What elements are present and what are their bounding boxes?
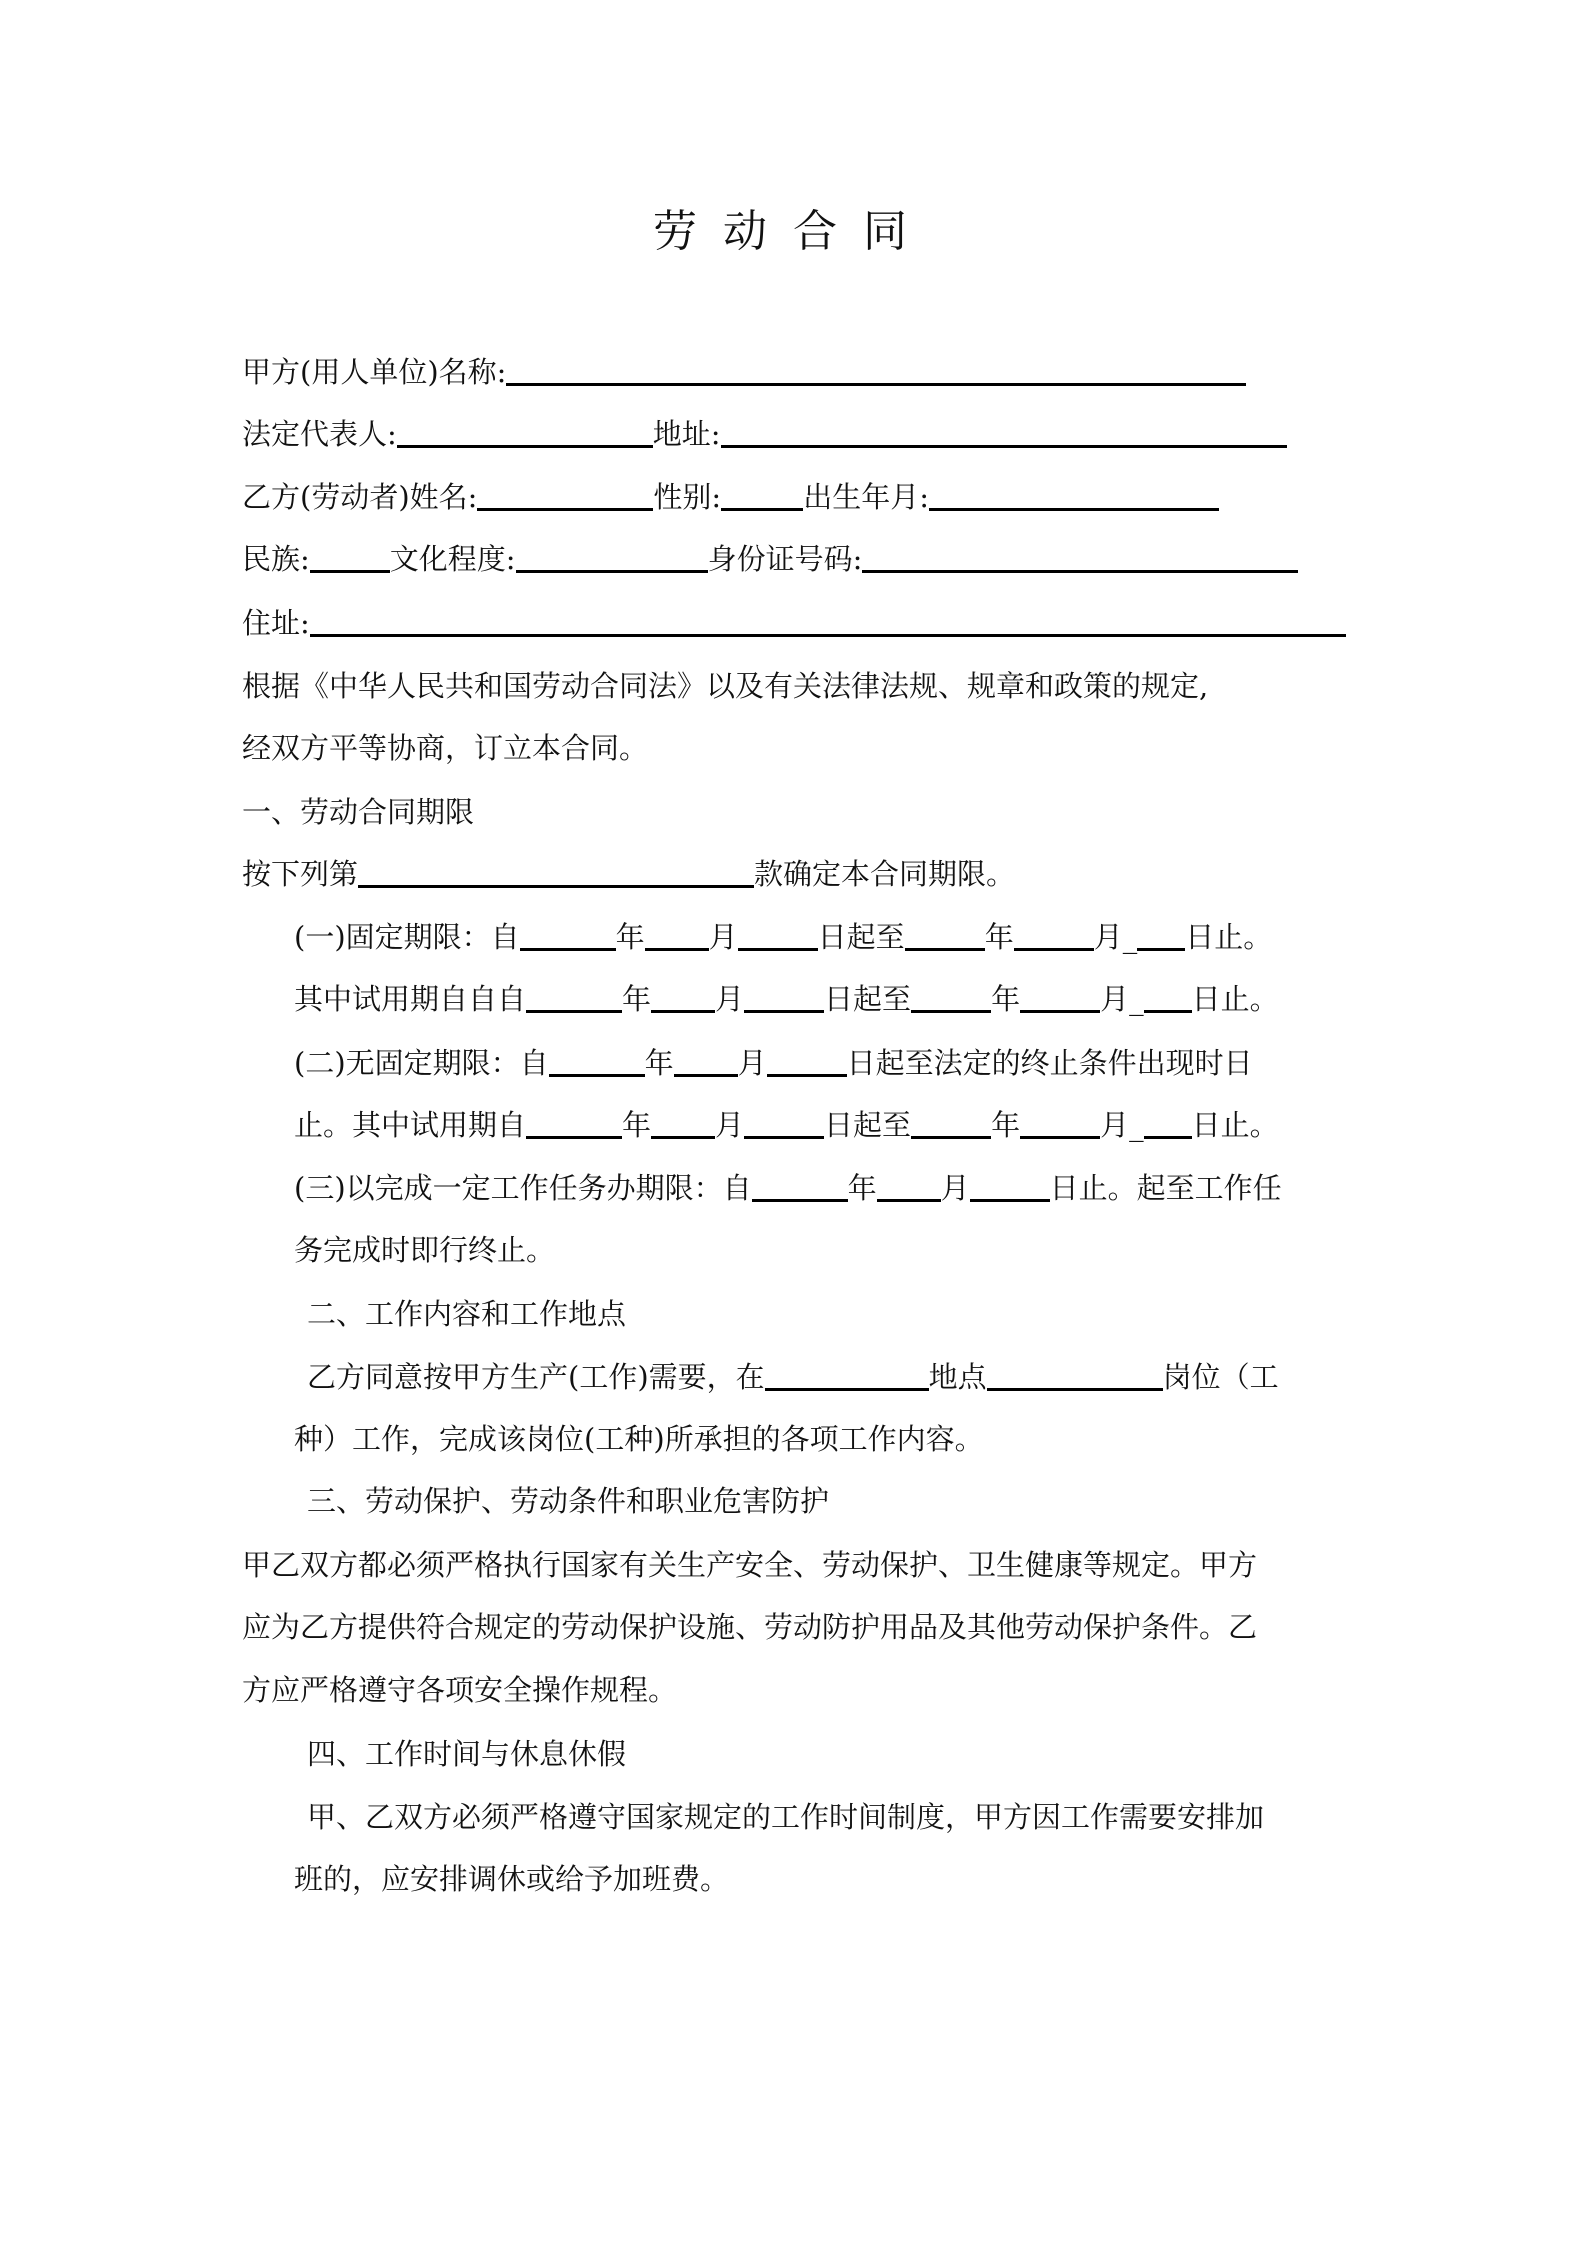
task-based-line-2: 务完成时即行终止。 xyxy=(294,1233,556,1267)
year-word: 年 xyxy=(622,982,652,1016)
open-start-day[interactable] xyxy=(767,1044,847,1077)
section-3-line: 甲乙双方都必须严格执行国家有关生产安全、劳动保护、卫生健康等规定。甲方 xyxy=(242,1548,1258,1582)
task-based-suffix: 日止。起至工作任 xyxy=(1049,1171,1282,1205)
month-word: 月 xyxy=(940,1171,970,1205)
id-number-label: 身份证号码: xyxy=(707,542,863,576)
work-location-mid: 地点 xyxy=(928,1360,987,1394)
section-1-heading: 一、劳动合同期限 xyxy=(242,795,475,829)
day-from-word: 日起至 xyxy=(824,982,912,1016)
ethnicity-label: 民族: xyxy=(242,542,310,576)
preamble-line-1: 根据《中华人民共和国劳动合同法》以及有关法律法规、规章和政策的规定, xyxy=(242,669,1209,703)
task-start-year[interactable] xyxy=(752,1169,848,1202)
work-location-prefix: 乙方同意按甲方生产(工作)需要，在 xyxy=(307,1360,765,1394)
open-start-year[interactable] xyxy=(549,1044,645,1077)
ethnicity-field[interactable] xyxy=(310,540,390,573)
month-word: 月_ xyxy=(1100,982,1144,1016)
residence-field[interactable] xyxy=(310,604,1346,637)
day-end-word: 日止。 xyxy=(1185,920,1273,954)
section-4-line: 班的，应安排调休或给予加班费。 xyxy=(294,1862,730,1896)
fixed-probation-row xyxy=(294,979,1279,1019)
fixed-term-prefix: (一)固定期限：自 xyxy=(294,920,520,954)
legal-rep-field[interactable] xyxy=(397,415,653,448)
open-probation-prefix: 止。其中试用期自 xyxy=(294,1108,527,1142)
open-ended-prefix: (二)无固定期限：自 xyxy=(294,1046,549,1080)
work-location-field[interactable] xyxy=(765,1358,929,1391)
term-select-prefix: 按下列第 xyxy=(242,857,359,891)
month-word: 月 xyxy=(715,1108,745,1142)
ethnicity-row xyxy=(242,539,1298,579)
term-select-row xyxy=(242,854,1015,894)
work-location-suffix: 岗位（工 xyxy=(1162,1360,1279,1394)
education-field[interactable] xyxy=(516,540,708,573)
fixed-prob-end-month[interactable] xyxy=(1020,980,1100,1013)
work-position-field[interactable] xyxy=(987,1358,1163,1391)
day-from-word: 日起至 xyxy=(817,920,905,954)
section-3-line: 方应严格遵守各项安全操作规程。 xyxy=(242,1673,678,1707)
open-prob-start-year[interactable] xyxy=(526,1106,622,1139)
year-word: 年 xyxy=(991,1108,1021,1142)
legal-rep-row xyxy=(242,414,1287,454)
id-number-field[interactable] xyxy=(862,540,1298,573)
gender-label: 性别: xyxy=(653,480,722,514)
year-word: 年 xyxy=(984,920,1014,954)
open-prob-start-day[interactable] xyxy=(744,1106,824,1139)
residence-label: 住址: xyxy=(242,606,310,640)
residence-row xyxy=(242,603,1346,643)
month-word: 月 xyxy=(715,982,745,1016)
task-start-month[interactable] xyxy=(877,1169,941,1202)
fixed-start-year[interactable] xyxy=(520,918,616,951)
section-4-line: 甲、乙双方必须严格遵守国家规定的工作时间制度，甲方因工作需要安排加 xyxy=(307,1800,1265,1834)
open-start-month[interactable] xyxy=(674,1044,738,1077)
preamble-line-2: 经双方平等协商，订立本合同。 xyxy=(242,731,649,765)
party-a-name-field[interactable] xyxy=(506,353,1246,386)
open-prob-end-year[interactable] xyxy=(911,1106,991,1139)
day-from-word: 日起至 xyxy=(824,1108,912,1142)
address-field[interactable] xyxy=(721,415,1287,448)
open-prob-end-month[interactable] xyxy=(1020,1106,1100,1139)
month-word: 月 xyxy=(708,920,738,954)
open-ended-suffix: 日起至法定的终止条件出现时日 xyxy=(846,1046,1253,1080)
education-label: 文化程度: xyxy=(389,542,516,576)
section-3-heading: 三、劳动保护、劳动条件和职业危害防护 xyxy=(307,1484,830,1518)
year-word: 年 xyxy=(847,1171,877,1205)
year-word: 年 xyxy=(615,920,645,954)
fixed-start-day[interactable] xyxy=(738,918,818,951)
fixed-end-year[interactable] xyxy=(905,918,985,951)
open-ended-row xyxy=(294,1043,1253,1083)
party-a-name-row xyxy=(242,352,1246,392)
task-based-prefix: (三)以完成一定工作任务办期限：自 xyxy=(294,1171,752,1205)
section-2-heading: 二、工作内容和工作地点 xyxy=(307,1297,627,1331)
party-b-row xyxy=(242,477,1219,517)
section-2-line-2: 种）工作，完成该岗位(工种)所承担的各项工作内容。 xyxy=(294,1422,984,1456)
fixed-prob-end-day[interactable] xyxy=(1144,980,1192,1013)
year-word: 年 xyxy=(622,1108,652,1142)
party-b-name-label: 乙方(劳动者)姓名: xyxy=(242,480,478,514)
term-clause-field[interactable] xyxy=(358,855,754,888)
month-word: 月 xyxy=(737,1046,767,1080)
open-probation-row xyxy=(294,1105,1279,1145)
fixed-term-row xyxy=(294,917,1272,957)
gender-field[interactable] xyxy=(721,478,803,511)
year-word: 年 xyxy=(644,1046,674,1080)
year-word: 年 xyxy=(991,982,1021,1016)
day-end-word: 日止。 xyxy=(1191,982,1279,1016)
task-based-row xyxy=(294,1168,1282,1208)
party-a-name-label: 甲方(用人单位)名称: xyxy=(242,355,507,389)
day-end-word: 日止。 xyxy=(1191,1108,1279,1142)
fixed-end-day[interactable] xyxy=(1137,918,1185,951)
birth-label: 出生年月: xyxy=(803,480,929,514)
fixed-prob-start-month[interactable] xyxy=(651,980,715,1013)
term-select-suffix: 款确定本合同期限。 xyxy=(754,857,1016,891)
address-label: 地址: xyxy=(652,417,721,451)
month-word: 月_ xyxy=(1100,1108,1144,1142)
fixed-end-month[interactable] xyxy=(1014,918,1094,951)
fixed-probation-prefix: 其中试用期自自自 xyxy=(294,982,527,1016)
month-word: 月_ xyxy=(1093,920,1138,954)
birth-field[interactable] xyxy=(929,478,1219,511)
work-location-row xyxy=(307,1357,1279,1397)
open-prob-start-month[interactable] xyxy=(651,1106,715,1139)
fixed-start-month[interactable] xyxy=(645,918,709,951)
fixed-prob-start-year[interactable] xyxy=(526,980,622,1013)
task-start-day[interactable] xyxy=(970,1169,1050,1202)
fixed-prob-start-day[interactable] xyxy=(744,980,824,1013)
party-b-name-field[interactable] xyxy=(477,478,653,511)
section-4-heading: 四、工作时间与休息休假 xyxy=(307,1737,627,1771)
open-prob-end-day[interactable] xyxy=(1144,1106,1192,1139)
fixed-prob-end-year[interactable] xyxy=(911,980,991,1013)
section-3-line: 应为乙方提供符合规定的劳动保护设施、劳动防护用品及其他劳动保护条件。乙 xyxy=(242,1610,1258,1644)
legal-rep-label: 法定代表人: xyxy=(242,417,397,451)
document-title: 劳动合同 xyxy=(653,206,933,257)
